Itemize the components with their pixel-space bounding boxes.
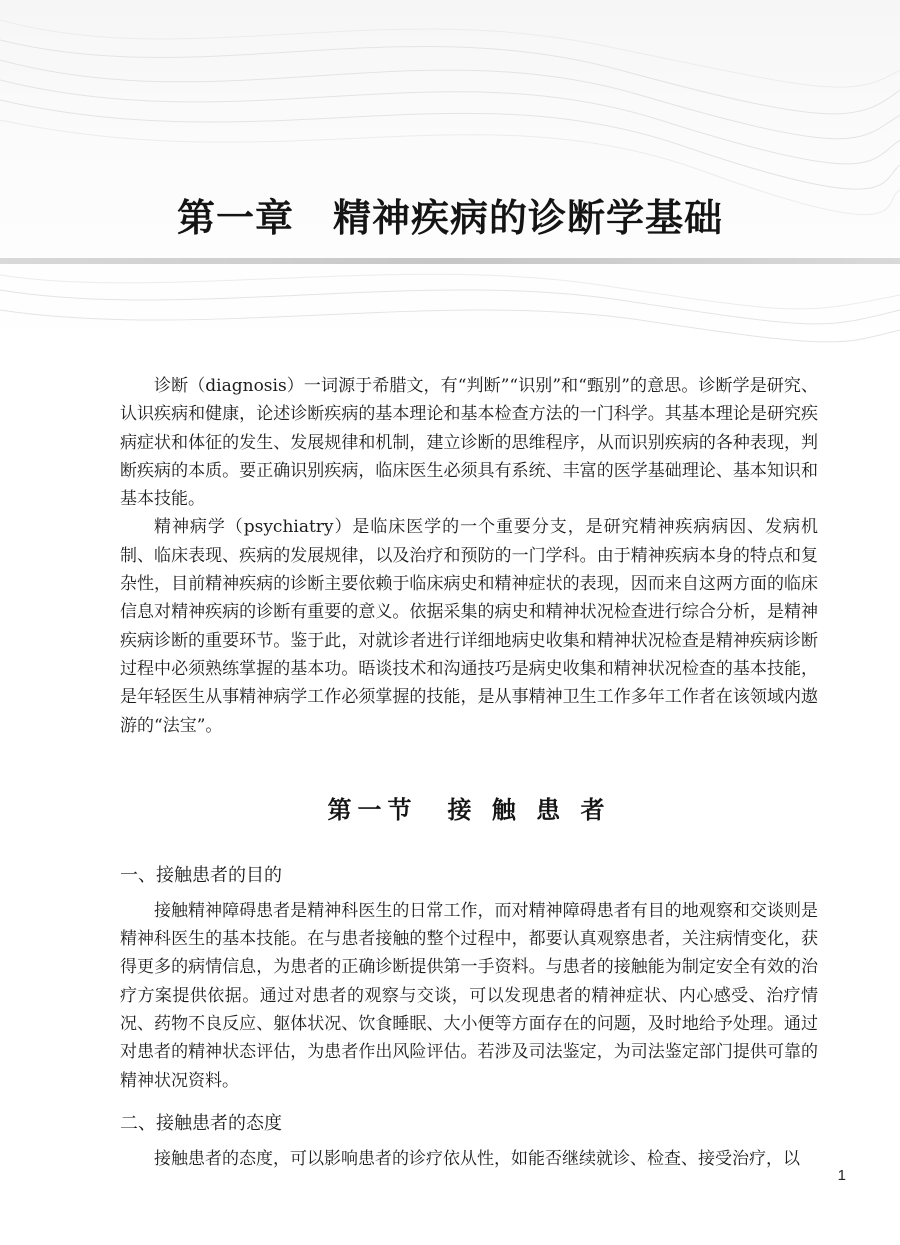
intro-paragraph-2: 精神病学（psychiatry）是临床医学的一个重要分支，是研究精神疾病病因、发病机制、临床表现、疾病的发展规律，以及治疗和预防的一门学科。由于精神疾病本身的特点和复杂性，目前精神疾病的诊断主要依赖于临床病史和精神症状的表现，因而来自这两方面的临床信息对精神疾病的诊断有重要的意义。依据采集的病史和精神状况检查进行综合分析，是精神疾病诊断的重要环节。鉴于此，对就诊者进行详细地病史收集和精神状况检查是精神疾病诊断过程中必须熟练掌握的基本功。晤谈技术和沟通技巧是病史收集和精神状况检查的基本技能，是年轻医生从事精神病学工作必须掌握的技能，是从事精神卫生工作多年工作者在该领域内遨游的“法宝”。 (120, 517, 818, 736)
wave-pattern-graphic (0, 0, 900, 345)
subsection-heading-attitude: 二、接触患者的态度 (120, 1112, 282, 1134)
chapter-title: 第一章 精神疾病的诊断学基础 (176, 196, 723, 241)
chapter-header-decoration (0, 0, 900, 345)
subsection-paragraph-attitude: 接触患者的态度，可以影响患者的诊疗依从性，如能否继续就诊、检查、接受治疗，以 (154, 1148, 800, 1169)
subsection-heading-purpose: 一、接触患者的目的 (120, 864, 282, 886)
section-title: 第一节 接 触 患 者 (327, 794, 611, 824)
intro-paragraph-1: 诊断（diagnosis）一词源于希腊文，有“判断”“识别”和“甄别”的意思。诊断学是研究、认识疾病和健康，论述诊断疾病的基本理论和基本检查方法的一门科学。其基本理论是研究疾病症状和体征的发生、发展规律和机制，建立诊断的思维程序，从而识别疾病的各种表现，判断疾病的本质。要正确识别疾病，临床医生必须具有系统、丰富的医学基础理论、基本知识和基本技能。 (120, 376, 818, 510)
page-number: 1 (837, 1167, 846, 1184)
header-divider-rule (0, 258, 900, 264)
page-content (120, 372, 818, 1173)
subsection-paragraph-purpose: 接触精神障碍患者是精神科医生的日常工作，而对精神障碍患者有目的地观察和交谈则是精神科医生的基本技能。在与患者接触的整个过程中，都要认真观察患者，关注病情变化，获得更多的病情信息，为患者的正确诊断提供第一手资料。与患者的接触能为制定安全有效的治疗方案提供依据。通过对患者的观察与交谈，可以发现患者的精神症状、内心感受、治疗情况、药物不良反应、躯体状况、饮食睡眠、大小便等方面存在的问题，及时地给予处理。通过对患者的精神状态评估，为患者作出风险评估。若涉及司法鉴定，为司法鉴定部门提供可靠的精神状况资料。 (120, 900, 818, 1091)
